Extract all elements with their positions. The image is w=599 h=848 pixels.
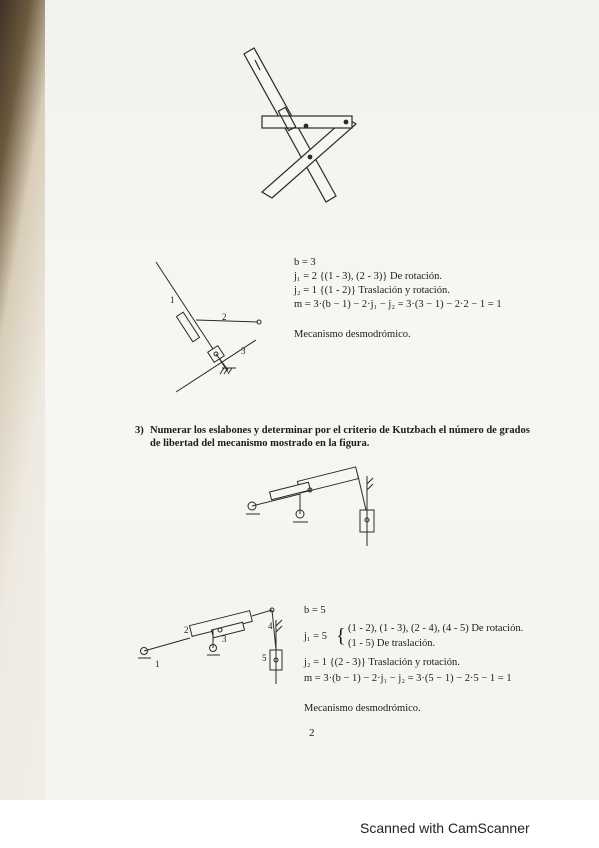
ex2-conclusion: Mecanismo desmodrómico.: [304, 703, 421, 714]
problem3-line1: Numerar los eslabones y determinar por el criterio de Kutzbach el número de grados: [150, 425, 530, 436]
ex1-b-line: b = 3: [294, 257, 316, 268]
ex1-conclusion: Mecanismo desmodrómico.: [294, 329, 411, 340]
problem3-line2: de libertad del mecanismo mostrado en la figura.: [150, 438, 370, 449]
ex1-j2-line: j₂ = 1 {(1 - 2)} Traslación y rotación.: [294, 285, 450, 296]
camscanner-watermark: Scanned with CamScanner: [360, 820, 530, 836]
link-label-3: 3: [241, 346, 246, 356]
ex2-j1-line1: (1 - 2), (1 - 3), (2 - 4), (4 - 5) De rotación.: [348, 623, 524, 634]
link-label-1: 1: [170, 295, 175, 305]
ex2-m-line: m = 3·(b − 1) − 2·j₁ − j₂ = 3·(5 − 1) − 2·5 − 1 = 1: [304, 673, 512, 684]
ex2-j1-prefix: j₁ = 5: [304, 631, 327, 642]
link-label-1: 1: [155, 659, 160, 669]
ex2-j1-line2: (1 - 5) De traslación.: [348, 638, 436, 649]
ex1-m-line: m = 3·(b − 1) − 2·j₁ − j₂ = 3·(3 − 1) − 2·2 − 1 = 1: [294, 299, 502, 310]
ex2-b-line: b = 5: [304, 605, 326, 616]
problem3-number: 3): [135, 425, 144, 436]
link-label-2: 2: [184, 625, 189, 635]
page-number: 2: [309, 727, 315, 739]
link-label-4: 4: [268, 621, 273, 631]
link-label-3: 3: [222, 634, 227, 644]
ex1-j1-line: j₁ = 2 {(1 - 3), (2 - 3)} De rotación.: [294, 271, 442, 282]
brace: {: [336, 625, 346, 647]
ex2-j2-line: j₂ = 1 {(2 - 3)} Traslación y rotación.: [304, 657, 460, 668]
link-label-5: 5: [262, 653, 267, 663]
link-label-2: 2: [222, 312, 227, 322]
